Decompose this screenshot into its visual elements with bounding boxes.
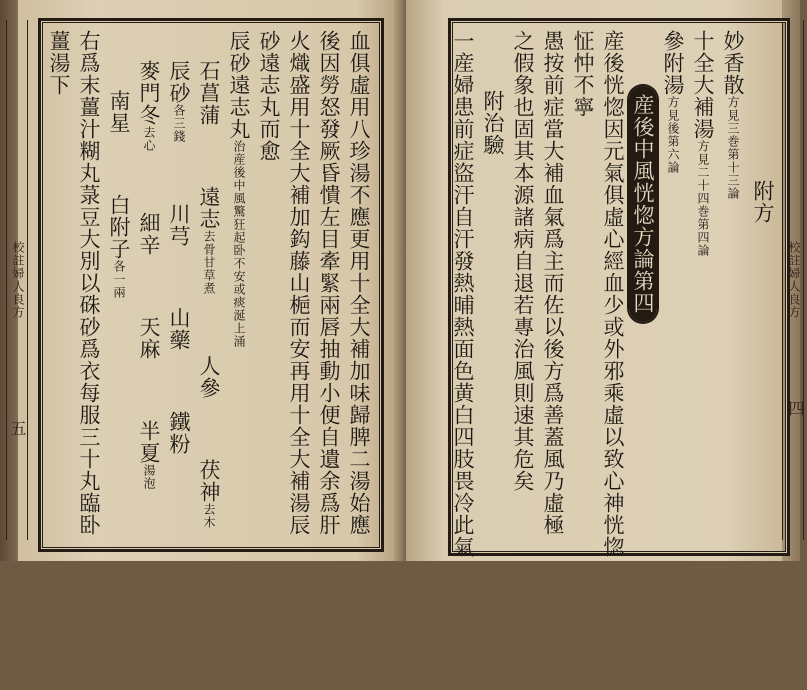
left-page-number: 五 [8,420,27,436]
right-column-9 [478,30,508,600]
right-column-10 [448,30,478,558]
left-column-text: 右爲末薑汁糊丸菉豆大別以硃砂爲衣每服三十丸臨卧 [77,30,101,536]
left-ingredient: 茯神 [197,459,221,503]
right-column-text: 參附湯 [661,30,685,96]
left-ingredient: 細辛 [137,212,161,256]
left-column-2 [284,30,314,540]
left-column-text: 薑湯下 [47,30,71,96]
left-column-text: 火熾盛用十全大補加鈎藤山梔而安再用十全大補湯辰 [287,30,311,536]
right-column-text: 附方 [751,180,775,224]
left-column-text: 後因勞怒發厥昏憒左目牽緊兩唇抽動小便自遺余爲肝 [317,30,341,536]
left-ingredient: 半夏 [137,420,161,464]
left-column-3 [254,30,284,540]
left-column-9 [74,30,104,540]
right-column-6 [568,30,598,540]
right-annotation: 方見後第六論 [666,96,680,174]
right-column-8 [508,30,538,540]
left-column-0 [344,30,374,540]
right-column-text: 一産婦患前症盜汗自汗發熱晡熱面色黄白四肢畏冷此氣 [451,30,475,558]
left-column-4 [224,30,254,540]
left-annotation: 各三錢 [172,104,186,143]
right-column-5 [598,30,628,558]
right-column-text: 妙香散 [721,30,745,96]
left-column-8 [104,30,134,600]
left-ingredient: 白附子 [107,194,131,260]
left-ingredient: 川芎 [167,203,191,247]
left-ingredient: 遠志 [197,186,221,230]
section-title: 産後中風恍惚方論第四 [629,86,657,322]
right-column-1 [718,30,748,540]
left-column-text: 麥門冬 [137,60,161,126]
left-ingredient-note: 各一兩 [112,260,126,299]
left-column-10 [44,30,74,540]
left-ingredient: 鐵粉 [167,411,191,455]
left-column-6 [164,30,194,570]
left-column-1 [314,30,344,540]
left-column-text: 砂遠志丸而愈 [257,30,281,162]
right-column-4 [628,30,658,322]
right-column-2 [688,30,718,540]
left-annotation: 治産後中風驚狂起卧不安或痰涎上涌 [232,140,246,348]
left-ingredient-note: 去骨甘草煮 [202,230,216,295]
right-column-text: 愚按前症當大補血氣爲主而佐以後方爲善蓋風乃虛極 [541,30,565,536]
left-ingredient-note: 去木 [202,503,216,529]
right-column-text: 怔忡不寧 [571,30,595,118]
left-ingredient: 人參 [197,355,221,399]
left-column-text: 辰砂遠志丸 [227,30,251,140]
left-ingredient-note: 湯泡 [142,464,156,490]
left-ingredient: 山藥 [167,307,191,351]
right-column-text: 附治驗 [481,90,505,156]
right-column-text: 十全大補湯 [691,30,715,140]
left-column-text: 辰砂 [167,60,191,104]
left-column-5 [194,30,224,570]
right-column-7 [538,30,568,540]
left-column-text: 血俱虛用八珍湯不應更用十全大補加味歸脾二湯始應 [347,30,371,536]
right-column-3 [658,30,688,540]
left-ingredient: 天麻 [137,316,161,360]
left-page-text [42,30,374,600]
left-column-text: 南星 [107,90,131,134]
right-annotation: 方見二十四巻第四論 [696,140,710,257]
left-annotation: 去心 [142,126,156,152]
left-column-7 [134,30,164,570]
right-margin-strip: 校註婦人良方 [782,20,804,540]
right-column-0 [748,30,778,690]
right-annotation: 方見三巻第十三論 [726,96,740,200]
left-margin-strip: 校註婦人良方 [6,20,28,540]
right-page-text [452,30,778,690]
left-column-text: 石菖蒲 [197,60,221,126]
right-page-number: 四 [786,400,805,416]
right-column-text: 之假象也固其本源諸病自退若專治風則速其危矣 [511,30,535,492]
right-column-text: 産後恍惚因元氣俱虛心經血少或外邪乘虛以致心神恍惚 [601,30,625,558]
